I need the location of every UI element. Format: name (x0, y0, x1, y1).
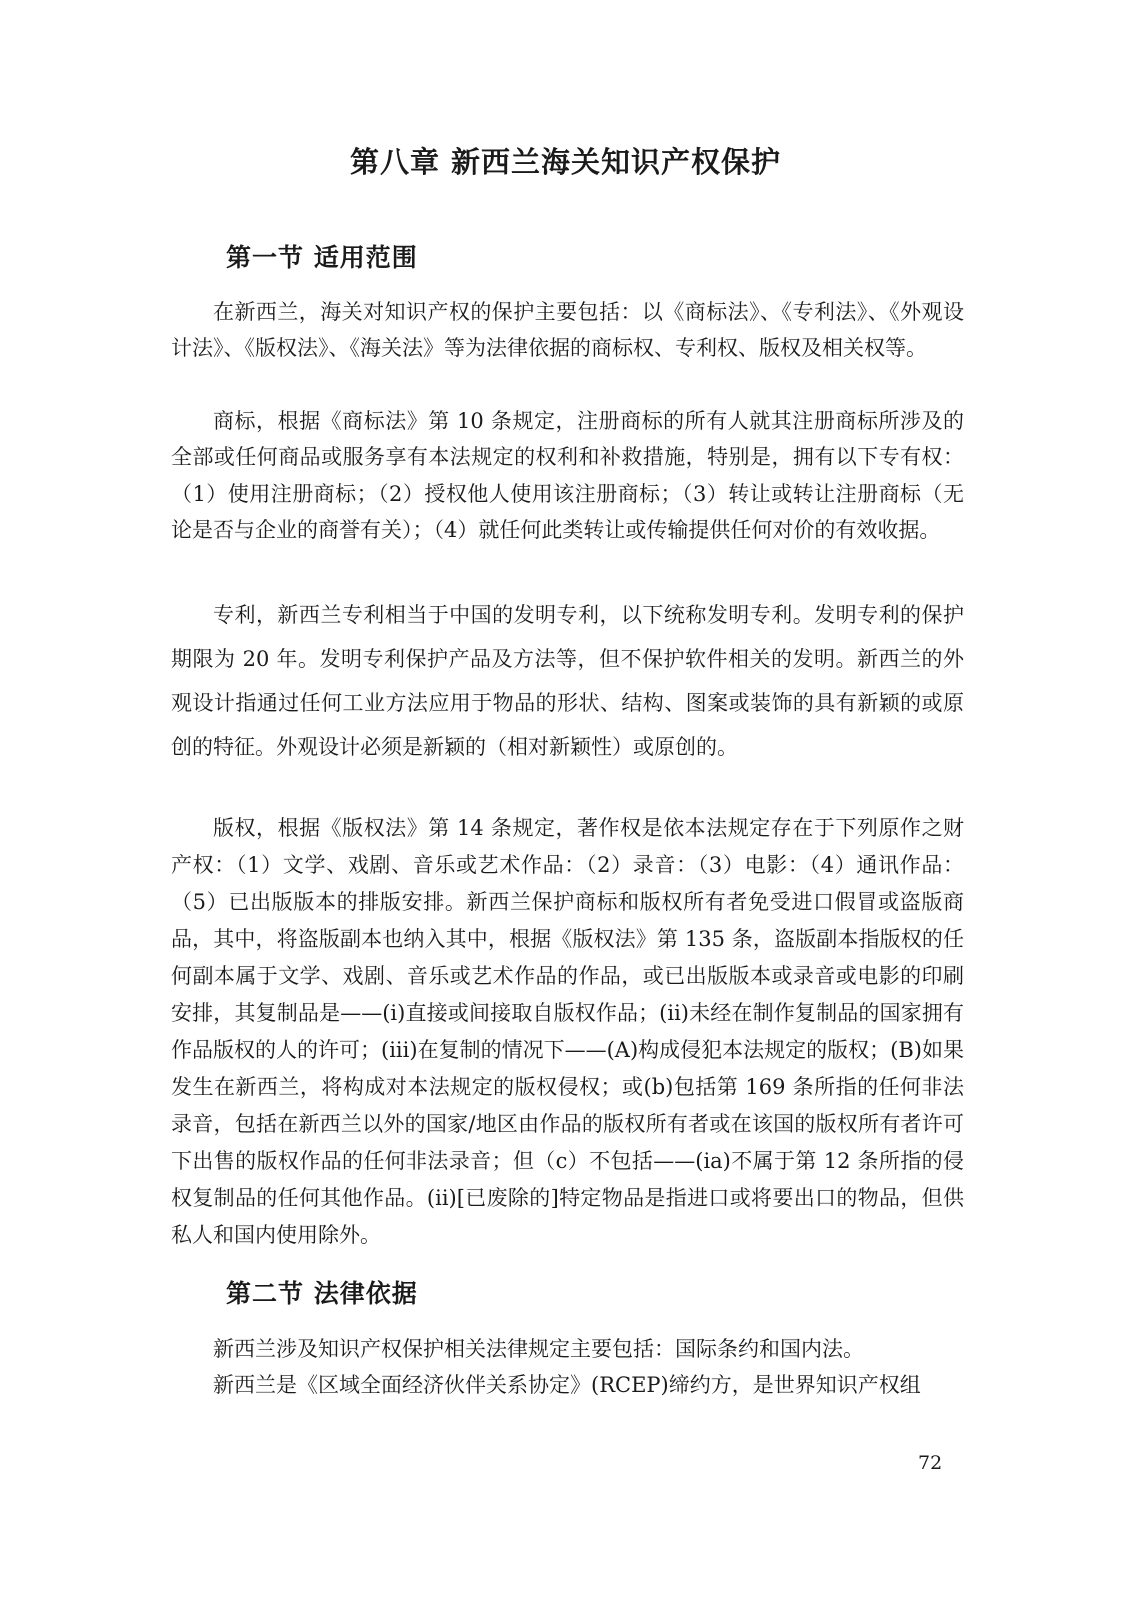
paragraph-copyright: 版权，根据《版权法》第 14 条规定，著作权是依本法规定存在于下列原作之财产权：（1）文学、戏剧、音乐或艺术作品：（2）录音：（3）电影：（4）通讯作品：（5）已出版版本的排版安排。新西兰保护商标和版权所有者免受进口假冒或盗版商品，其中，将盗版副本也纳入其中，根据《版权法》第 135 条，盗版副本指版权的任何副本属于文学、戏剧、音乐或艺术作品的作品，或已出版版本或录音或电影的印刷安排，其复制品是——(i)直接或间接取自版权作品；(ii)未经在制作复制品的国家拥有作品版权的人的许可；(iii)在复制的情况下——(A)构成侵犯本法规定的版权；(B)如果发生在新西兰，将构成对本法规定的版权侵权；或(b)包括第 169 条所指的任何非法录音，包括在新西兰以外的国家/地区由作品的版权所有者或在该国的版权所有者许可下出售的版权作品的任何非法录音；但（c）不包括——(ia)不属于第 12 条所指的侵权复制品的任何其他作品。(ii)[已废除的]特定物品是指进口或将要出口的物品，但供私人和国内使用除外。 (171, 816, 964, 1247)
section-title: 第二节 法律依据 (226, 1279, 418, 1308)
paragraph-patent-design: 专利，新西兰专利相当于中国的发明专利，以下统称发明专利。发明专利的保护期限为 20 年。发明专利保护产品及方法等，但不保护软件相关的发明。新西兰的外观设计指通过任何工业方法应用于物品的形状、结构、图案或装饰的具有新颖的或原创的特征。外观设计必须是新颖的（相对新颖性）或原创的。 (171, 603, 964, 759)
paragraph-rcep: 新西兰是《区域全面经济伙伴关系协定》(RCEP)缔约方，是世界知识产权组 (213, 1373, 921, 1397)
page-number: 72 (918, 1452, 943, 1474)
paragraph-scope-intro: 在新西兰，海关对知识产权的保护主要包括：以《商标法》、《专利法》、《外观设计法》、《版权法》、《海关法》等为法律依据的商标权、专利权、版权及相关权等。 (171, 300, 964, 361)
chapter-title: 第八章 新西兰海关知识产权保护 (349, 145, 782, 179)
paragraph-legal-basis: 新西兰涉及知识产权保护相关法律规定主要包括：国际条约和国内法。 (213, 1337, 864, 1361)
section-title: 第一节 适用范围 (226, 243, 418, 272)
paragraph-trademark: 商标，根据《商标法》第 10 条规定，注册商标的所有人就其注册商标所涉及的全部或任何商品或服务享有本法规定的权利和补救措施，特别是，拥有以下专有权：（1）使用注册商标；（2）授权他人使用该注册商标；（3）转让或转让注册商标（无论是否与企业的商誉有关）；（4）就任何此类转让或传输提供任何对价的有效收据。 (171, 409, 964, 543)
